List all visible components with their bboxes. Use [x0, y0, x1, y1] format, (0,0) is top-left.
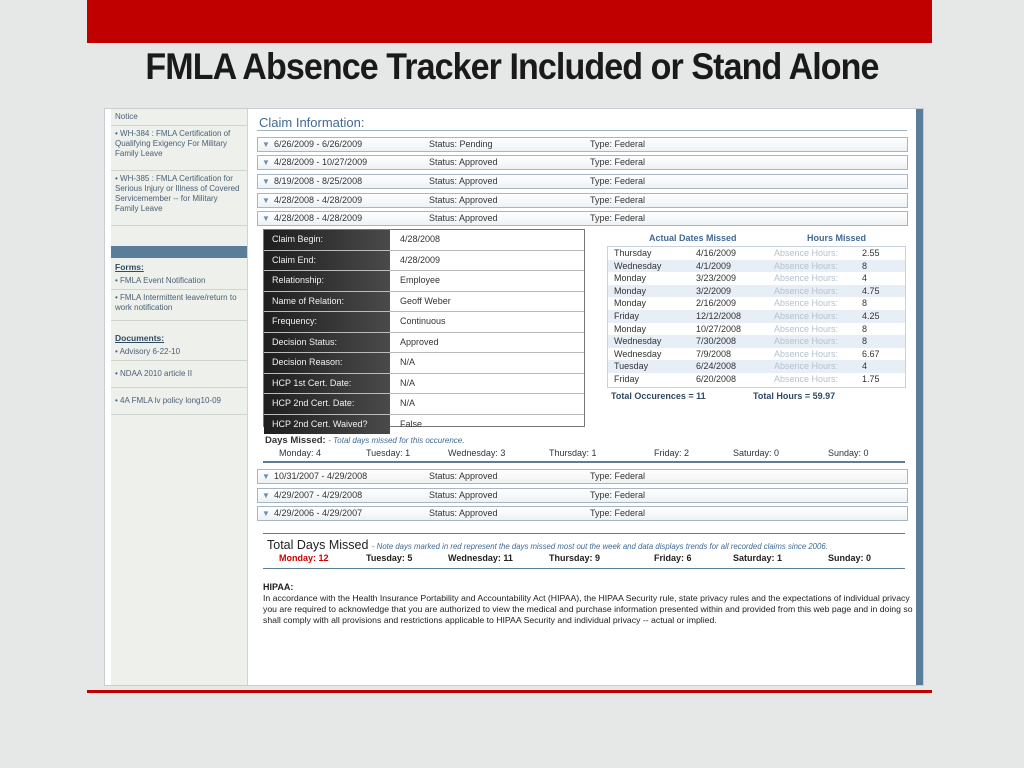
detail-label: Decision Reason: — [264, 353, 390, 373]
claim-type: Type: Federal — [590, 176, 646, 186]
date-cell: 4/16/2009 — [696, 248, 737, 258]
detail-value: N/A — [400, 357, 416, 367]
header-rule — [257, 130, 907, 131]
claim-row[interactable] — [257, 137, 908, 152]
detail-row — [264, 374, 584, 395]
claim-status: Status: Approved — [429, 176, 498, 186]
hours-cell: 6.67 — [862, 348, 880, 359]
table-row — [608, 360, 905, 373]
divider — [263, 533, 905, 534]
days-missed-note: - Total days missed for this occurence. — [328, 436, 465, 445]
claim-dates: 4/29/2007 - 4/29/2008 — [274, 490, 363, 500]
claim-type: Type: Federal — [590, 508, 646, 518]
table-row — [608, 348, 905, 361]
chevron-down-icon: ▼ — [262, 509, 270, 518]
date-cell: 4/1/2009 — [696, 260, 732, 271]
total-sunday: Sunday: 0 — [828, 553, 872, 563]
total-occurrences: Total Occurences = 11 — [611, 391, 706, 401]
detail-row — [264, 312, 584, 333]
detail-label: HCP 2nd Cert. Date: — [264, 394, 390, 414]
chevron-down-icon: ▼ — [262, 491, 270, 500]
hours-cell: 1.75 — [862, 374, 880, 384]
table-row — [608, 247, 905, 260]
hipaa-title: HIPAA: — [263, 582, 294, 592]
claim-row-expanded[interactable] — [257, 211, 908, 226]
total-days-missed-title: Total Days Missed — [267, 538, 369, 552]
day-cell: Friday — [614, 374, 640, 384]
hours-cell: 8 — [862, 260, 868, 271]
table-row — [608, 310, 905, 323]
day-cell: Wednesday — [614, 260, 662, 271]
detail-value: Continuous — [400, 316, 446, 326]
day-cell: Monday — [614, 298, 647, 309]
detail-row — [264, 271, 584, 292]
date-cell: 12/12/2008 — [696, 311, 742, 321]
claim-detail-table — [263, 229, 585, 427]
detail-row — [264, 251, 584, 272]
top-red-bar — [87, 0, 932, 43]
date-cell: 6/20/2008 — [696, 374, 737, 384]
hours-label: Absence Hours: — [774, 311, 839, 321]
claim-dates: 4/28/2009 - 10/27/2009 — [274, 157, 368, 167]
claim-dates: 4/29/2006 - 4/29/2007 — [274, 508, 363, 518]
hours-missed-header: Hours Missed — [807, 233, 867, 243]
hours-cell: 8 — [862, 298, 868, 309]
days-missed-friday: Friday: 2 — [654, 448, 690, 458]
hours-label: Absence Hours: — [774, 336, 839, 347]
detail-label: Frequency: — [264, 312, 390, 332]
claim-dates: 6/26/2009 - 6/26/2009 — [274, 139, 363, 149]
claim-dates: 8/19/2008 - 8/25/2008 — [274, 176, 363, 186]
claim-row[interactable] — [257, 174, 908, 189]
sidebar-link-event-notification[interactable]: • FMLA Event Notification — [111, 273, 247, 290]
detail-label: HCP 2nd Cert. Waived? — [264, 415, 390, 435]
days-missed-tuesday: Tuesday: 1 — [366, 448, 411, 458]
hours-cell: 4.25 — [862, 311, 880, 321]
claim-row[interactable] — [257, 506, 908, 521]
claim-type: Type: Federal — [590, 490, 646, 500]
detail-value: Geoff Weber — [400, 295, 451, 306]
total-saturday: Saturday: 1 — [733, 553, 783, 563]
detail-label: Decision Status: — [264, 333, 390, 353]
date-cell: 7/9/2008 — [696, 348, 732, 359]
sidebar-link-ndaa[interactable]: • NDAA 2010 article II — [111, 361, 247, 388]
chevron-down-icon: ▼ — [262, 196, 270, 205]
days-missed-saturday: Saturday: 0 — [733, 448, 780, 458]
claim-information-header: Claim Information: — [259, 115, 365, 130]
claim-row[interactable] — [257, 155, 908, 170]
hours-cell: 4 — [862, 361, 868, 372]
date-cell: 3/2/2009 — [696, 285, 732, 296]
claim-dates: 10/31/2007 - 4/29/2008 — [274, 471, 368, 481]
chevron-down-icon: ▼ — [262, 140, 270, 149]
days-missed-heading — [265, 435, 464, 446]
sidebar-link-advisory[interactable]: • Advisory 6-22-10 — [111, 344, 247, 361]
hours-cell: 8 — [862, 336, 868, 347]
table-row — [608, 285, 905, 298]
day-cell: Wednesday — [614, 348, 662, 359]
day-cell: Friday — [614, 311, 640, 321]
hours-label: Absence Hours: — [774, 374, 839, 384]
sidebar-link-wh384[interactable]: • WH-384 : FMLA Certification of Qualifying Exigency For Military Family Leave — [111, 126, 247, 171]
total-thursday: Thursday: 9 — [549, 553, 601, 563]
date-cell: 6/24/2008 — [696, 361, 737, 372]
hours-label: Absence Hours: — [774, 361, 839, 372]
day-cell: Thursday — [614, 248, 652, 258]
missed-dates-table — [607, 246, 906, 388]
date-cell: 10/27/2008 — [696, 323, 742, 334]
detail-row — [264, 333, 584, 354]
claim-dates: 4/28/2008 - 4/28/2009 — [274, 213, 363, 223]
total-days-missed-note: - Note days marked in red represent the days missed most out the week and data displays trends for all recorded claims since 2006. — [371, 542, 828, 551]
total-monday: Monday: 12 — [279, 553, 329, 563]
claim-row[interactable] — [257, 469, 908, 484]
hours-cell: 4.75 — [862, 285, 880, 296]
date-cell: 7/30/2008 — [696, 336, 737, 347]
scrollbar[interactable] — [916, 109, 923, 685]
hipaa-text: In accordance with the Health Insurance Portability and Accountability Act (HIPAA), the HIPAA Security rule, state privacy rules and the expectations of individual privacy you are required to acknowledge that you are authorized to view the medical and purchase information presented within and provided from this web page and in doing so shall comply with all provisions and restrictions applicable to HIPAA Security and individual privacy -- actual or implied. — [263, 593, 913, 626]
total-hours: Total Hours = 59.97 — [753, 391, 836, 401]
claim-status: Status: Approved — [429, 508, 498, 518]
claim-type: Type: Federal — [590, 157, 646, 167]
documents-header: Documents: — [115, 333, 165, 343]
hours-label: Absence Hours: — [774, 285, 839, 296]
claim-status: Status: Approved — [429, 213, 498, 223]
days-missed-monday: Monday: 4 — [279, 448, 322, 458]
hours-cell: 8 — [862, 323, 868, 334]
detail-value: False — [400, 418, 423, 429]
chevron-down-icon: ▼ — [262, 158, 270, 167]
sidebar-link-policy[interactable]: • 4A FMLA lv policy long10-09 — [111, 388, 247, 415]
claim-status: Status: Approved — [429, 195, 498, 205]
days-missed-title: Days Missed: — [265, 435, 326, 446]
hours-label: Absence Hours: — [774, 273, 839, 284]
table-row — [608, 297, 905, 310]
slide-title: FMLA Absence Tracker Included or Stand Alone — [145, 46, 879, 87]
hours-label: Absence Hours: — [774, 323, 839, 334]
days-missed-thursday: Thursday: 1 — [549, 448, 597, 458]
forms-header: Forms: — [115, 262, 144, 272]
table-row — [608, 373, 905, 386]
date-cell: 3/23/2009 — [696, 273, 737, 284]
hours-label: Absence Hours: — [774, 260, 839, 271]
claim-type: Type: Federal — [590, 213, 646, 223]
sidebar-divider — [111, 246, 247, 258]
day-cell: Monday — [614, 285, 647, 296]
chevron-down-icon: ▼ — [262, 214, 270, 223]
claim-dates: 4/28/2008 - 4/28/2009 — [274, 195, 363, 205]
detail-value: 4/28/2008 — [400, 234, 441, 244]
detail-label: Name of Relation: — [264, 292, 390, 312]
app-screenshot — [104, 108, 924, 686]
claim-type: Type: Federal — [590, 195, 646, 205]
claim-status: Status: Approved — [429, 471, 498, 481]
main-content — [257, 109, 913, 685]
detail-row — [264, 415, 584, 435]
total-tuesday: Tuesday: 5 — [366, 553, 413, 563]
day-cell: Monday — [614, 323, 647, 334]
table-row — [608, 272, 905, 285]
detail-row — [264, 230, 584, 251]
detail-value: 4/28/2009 — [400, 254, 441, 265]
total-friday: Friday: 6 — [654, 553, 692, 563]
day-cell: Wednesday — [614, 336, 662, 347]
days-missed-wednesday: Wednesday: 3 — [448, 448, 506, 458]
chevron-down-icon: ▼ — [262, 177, 270, 186]
claim-status: Status: Approved — [429, 157, 498, 167]
claim-status: Status: Approved — [429, 490, 498, 500]
detail-value: N/A — [400, 377, 416, 388]
day-cell: Monday — [614, 273, 647, 284]
hours-cell: 2.55 — [862, 248, 880, 258]
sidebar — [111, 109, 248, 685]
claim-status: Status: Pending — [429, 139, 493, 149]
detail-row — [264, 353, 584, 374]
actual-dates-missed-header: Actual Dates Missed — [649, 233, 737, 243]
claim-row[interactable] — [257, 193, 908, 208]
table-row — [608, 260, 905, 273]
detail-value: N/A — [400, 398, 416, 408]
divider — [263, 461, 905, 463]
sidebar-link-notice[interactable]: Notice — [111, 109, 247, 126]
divider — [263, 568, 905, 569]
day-cell: Tuesday — [614, 361, 649, 372]
total-wednesday: Wednesday: 11 — [448, 553, 513, 563]
table-row — [608, 335, 905, 348]
hours-label: Absence Hours: — [774, 348, 839, 359]
claim-type: Type: Federal — [590, 139, 646, 149]
claim-row[interactable] — [257, 488, 908, 503]
detail-row — [264, 394, 584, 415]
sidebar-link-wh385[interactable]: • WH-385 : FMLA Certification for Serious Injury or Illness of Covered Servicemember -- for Military Family Leave — [111, 171, 247, 226]
hours-label: Absence Hours: — [774, 298, 839, 309]
detail-row — [264, 292, 584, 313]
hours-label: Absence Hours: — [774, 248, 839, 258]
days-missed-sunday: Sunday: 0 — [828, 448, 869, 458]
claim-type: Type: Federal — [590, 471, 646, 481]
detail-label: Claim Begin: — [264, 230, 390, 250]
chevron-down-icon: ▼ — [262, 472, 270, 481]
detail-label: Claim End: — [264, 251, 390, 271]
detail-value: Approved — [400, 336, 439, 347]
total-days-missed-heading — [267, 538, 828, 552]
hours-cell: 4 — [862, 273, 868, 284]
date-cell: 2/16/2009 — [696, 298, 737, 309]
bottom-red-line — [87, 690, 932, 693]
table-row — [608, 323, 905, 336]
detail-value: Employee — [400, 275, 441, 285]
detail-label: Relationship: — [264, 271, 390, 291]
detail-label: HCP 1st Cert. Date: — [264, 374, 390, 394]
sidebar-link-intermittent-leave[interactable]: • FMLA Intermittent leave/return to work notification — [111, 290, 247, 321]
